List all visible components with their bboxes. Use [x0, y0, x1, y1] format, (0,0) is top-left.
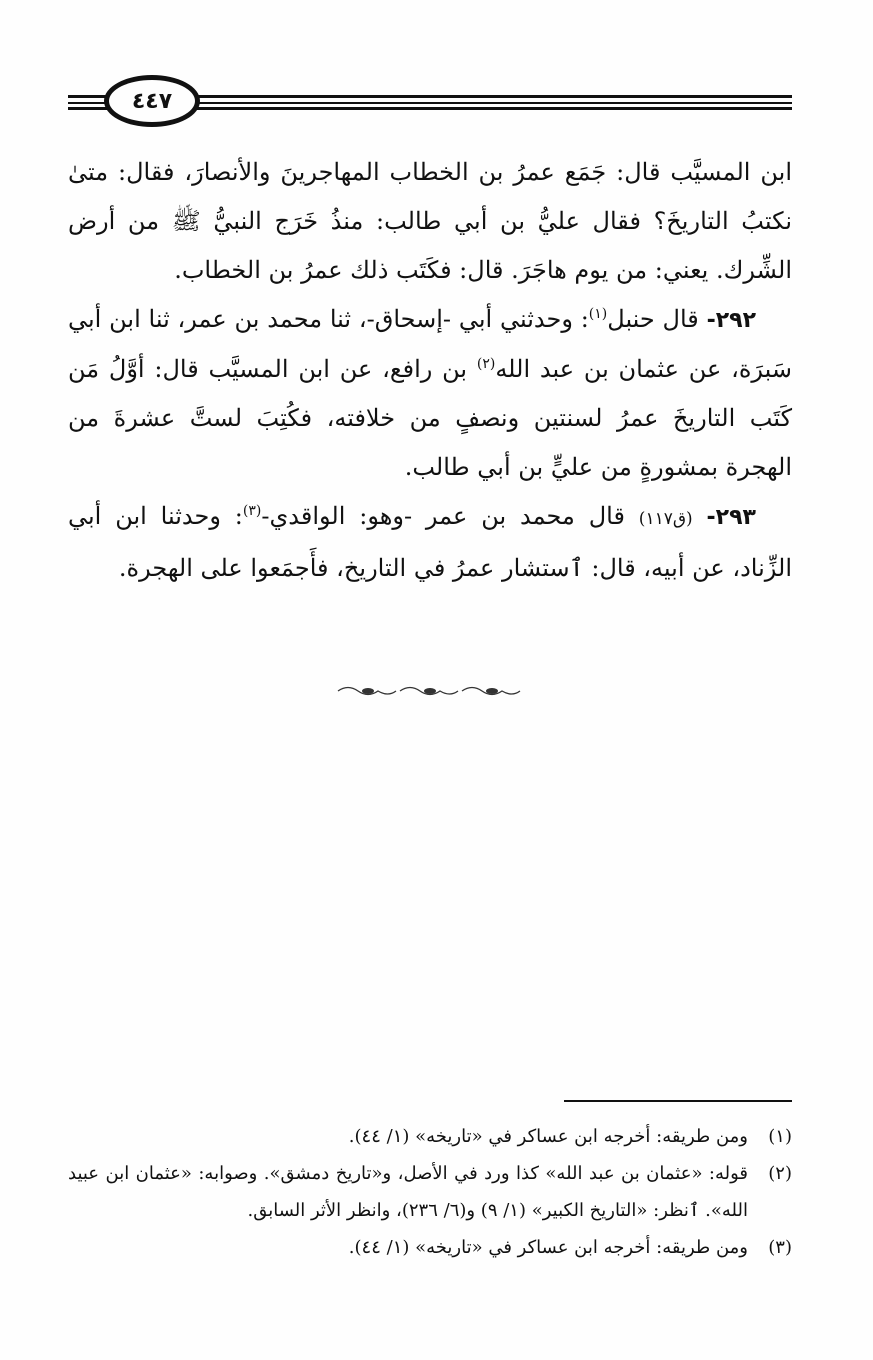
- footnotes: [68, 1118, 792, 1266]
- paragraph-text: ابن المسيَّب قال: جَمَع عمرُ بن الخطاب المهاجرينَ والأنصارَ، فقال: متىٰ نكتبُ التاريخَ؟ فقال عليُّ بن أبي طالب: منذُ خَرَج النبيُّ ﷺ من أرض الشِّرك. يعني: من يوم هاجَرَ. قال: فكَتَب ذلك عمرُ بن الخطاب.: [68, 158, 792, 284]
- paragraph-text: : وحدثنا ابن أبي الزِّناد، عن أبيه، قال: ٱستشار عمرُ في التاريخ، فأَجمَعوا على الهجرة.: [68, 502, 792, 582]
- page-number: ٤٤٧: [104, 75, 200, 127]
- hadith-number: ٢٩٣-: [706, 505, 756, 530]
- footnote: [68, 1118, 792, 1155]
- section-ornament: [336, 683, 522, 699]
- footnote-mark: (١): [768, 1126, 792, 1147]
- paragraph: [68, 492, 792, 593]
- page-header: [68, 72, 792, 132]
- footnote-separator: [564, 1100, 792, 1102]
- footnote-ref: (٣): [242, 503, 262, 519]
- footnote-text: قوله: «عثمان بن عبد الله» كذا ورد في الأصل، و«تاريخ دمشق». وصوابه: «عثمان ابن عبيد الله». ٱنظر: «التاريخ الكبير» (١/ ٩) و(٦/ ٢٣٦)، وانظر الأثر السابق.: [68, 1163, 748, 1221]
- hadith-number: ٢٩٢-: [706, 308, 757, 333]
- footnote-text: ومن طريقه: أخرجه ابن عساكر في «تاريخه» (١/ ٤٤).: [348, 1126, 748, 1147]
- main-text: [68, 148, 792, 593]
- manuscript-ref: (ق١١٧): [638, 509, 693, 529]
- footnote-mark: (٢): [768, 1163, 792, 1184]
- footnote: [68, 1155, 792, 1229]
- paragraph-text: : وحدثني أبي -إسحاق-، ثنا محمد بن عمر، ثنا ابن أبي سَبرَة، عن عثمان بن عبد الله: [68, 305, 792, 383]
- paragraph-text: بن رافع، عن ابن المسيَّب قال: أوَّلُ مَن كَتَب التاريخَ عمرُ لسنتين ونصفٍ من خلافته، فكُتِبَ لستَّ عشرةَ من الهجرة بمشورةٍ من عليٍّ بن أبي طالب.: [68, 355, 792, 481]
- footnote-text: ومن طريقه: أخرجه ابن عساكر في «تاريخه» (١/ ٤٤).: [348, 1237, 748, 1258]
- paragraph-text: قال محمد بن عمر -وهو: الواقدي-: [261, 502, 625, 530]
- footnote-ref: (٢): [476, 356, 496, 372]
- paragraph: [68, 295, 792, 492]
- footnote-ref: (١): [588, 306, 608, 322]
- footnote-mark: (٣): [768, 1237, 792, 1258]
- footnote: [68, 1229, 792, 1266]
- paragraph: [68, 148, 792, 295]
- paragraph-text: قال حنبل: [607, 305, 699, 333]
